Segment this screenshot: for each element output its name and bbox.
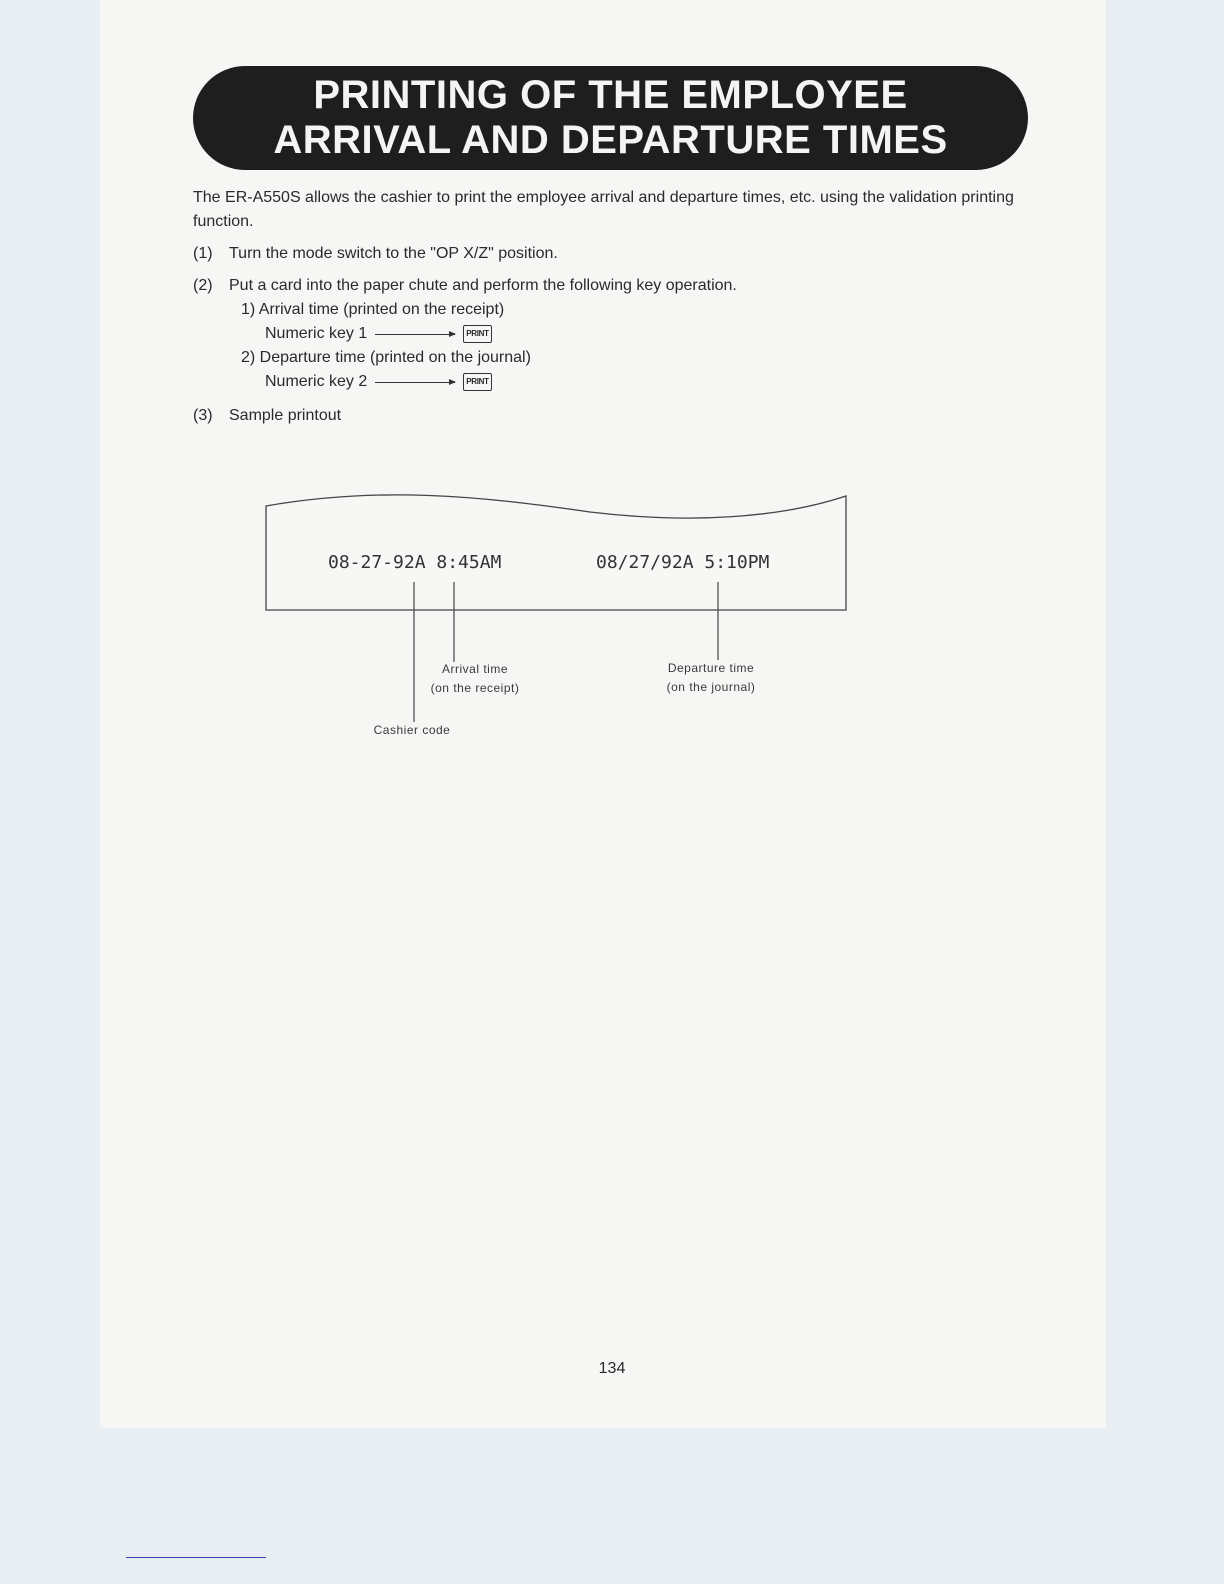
step-number: (1) [193, 245, 213, 262]
title-line-2: ARRIVAL AND DEPARTURE TIMES [273, 118, 948, 162]
departure-printout-text: 08/27/92A 5:10PM [596, 552, 770, 573]
numeric-key-label: Numeric key 2 [265, 373, 368, 390]
arrival-time-label: Arrival time (on the receipt) [430, 662, 520, 695]
intro-paragraph: The ER-A550S allows the cashier to print the employee arrival and departure times, etc. using the validation printing function. [193, 189, 1014, 230]
page-number: 134 [598, 1360, 626, 1377]
step-number: (3) [193, 407, 213, 424]
sub-step-1-label: 1) Arrival time (printed on the receipt) [241, 301, 505, 318]
departure-time-label: Departure time (on the journal) [666, 661, 756, 694]
title-line-1: PRINTING OF THE EMPLOYEE [313, 73, 908, 117]
arrival-printout-text: 08-27-92A 8:45AM [328, 552, 502, 573]
step-number: (2) [193, 277, 213, 294]
step-text: Put a card into the paper chute and perform the following key operation. [229, 277, 737, 294]
footer-rule [126, 1557, 266, 1558]
step-text: Turn the mode switch to the "OP X/Z" position. [229, 245, 558, 262]
print-key-icon: PRINT [463, 325, 492, 343]
sub-step-2-label: 2) Departure time (printed on the journal) [241, 349, 531, 366]
cashier-code-label: Cashier code [373, 723, 451, 737]
print-key-icon: PRINT [463, 373, 492, 391]
step-text: Sample printout [229, 407, 342, 424]
numeric-key-label: Numeric key 1 [265, 325, 368, 342]
